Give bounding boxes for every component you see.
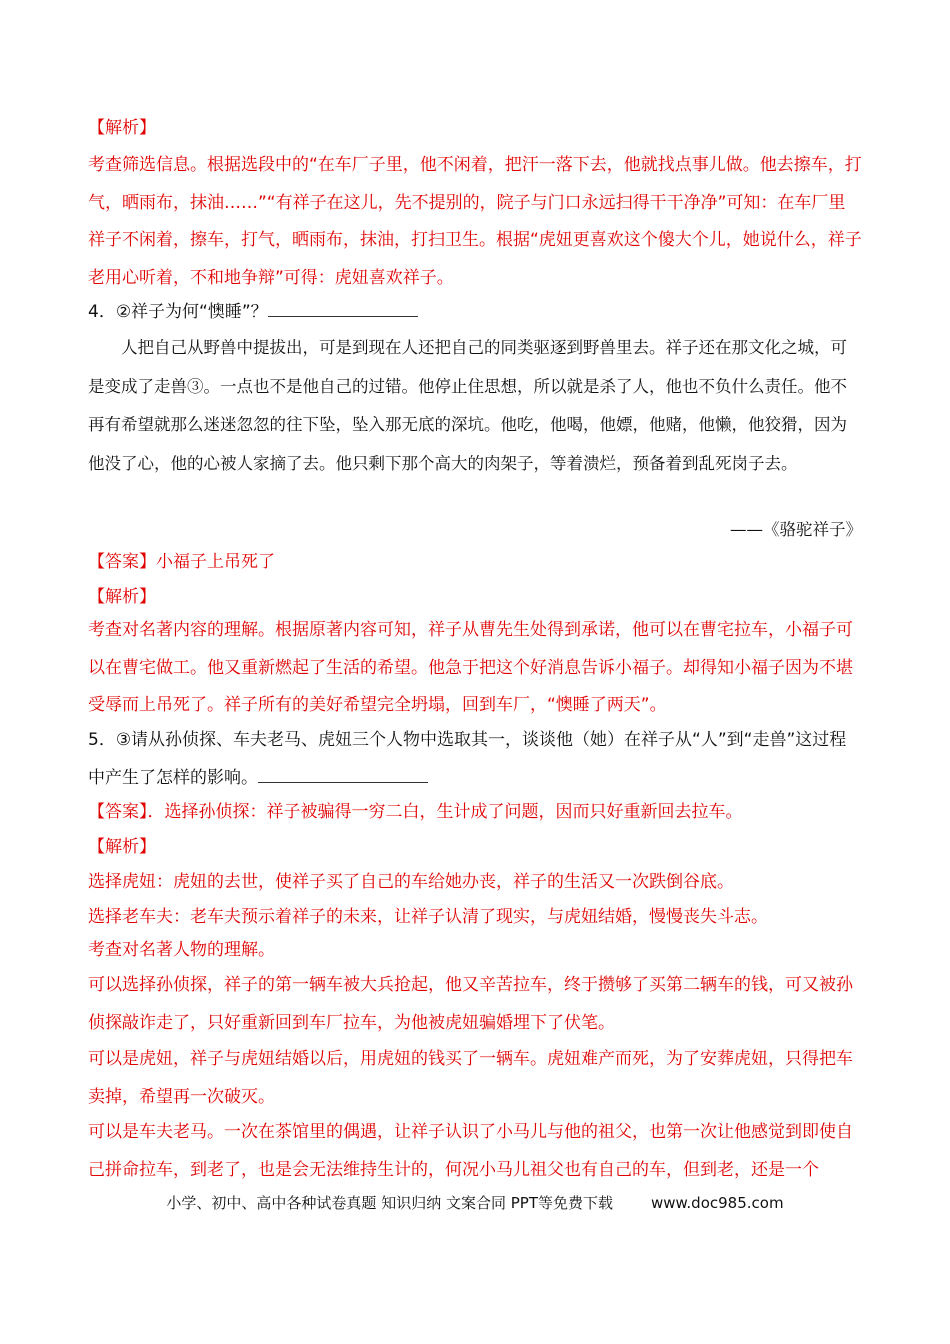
answer-blank-5[interactable] (258, 768, 428, 783)
answer-blank-4[interactable] (268, 302, 418, 317)
analysis-label-1: 【解析】 (88, 118, 156, 138)
analysis-para-detective: 可以选择孙侦探，祥子的第一辆车被大兵抢起，他又辛苦拉车，终于攒够了买第二辆车的钱，可又被孙侦探敲诈走了，只好重新回到车厂拉车，为他被虎妞骗婚埋下了伏笔。 (88, 975, 853, 1033)
page-footer (0, 1192, 950, 1213)
analysis-para-huniu: 可以是虎妞，祥子与虎妞结婚以后，用虎妞的钱买了一辆车。虎妞难产而死，为了安葬虎妞，只得把车卖掉，希望再一次破灭。 (88, 1049, 853, 1107)
analysis-para-lao-ma: 可以是车夫老马。一次在茶馆里的偶遇，让祥子认识了小马儿与他的祖父，也第一次让他感觉到即使自己拼命拉车，到老了，也是会无法维持生计的，何况小马儿祖父也有自己的车，但到老，还是一个 (88, 1122, 853, 1180)
question-5-text: 5．③请从孙侦探、车夫老马、虎妞三个人物中选取其一，谈谈他（她）在祥子从“人”到“走兽”这过程中产生了怎样的影响。 (88, 730, 847, 788)
question-5 (88, 722, 862, 797)
analysis-label-3: 【解析】 (88, 837, 156, 857)
analysis-line-tiger-girl: 选择虎妞：虎妞的去世，使祥子买了自己的车给她办丧，祥子的生活又一次跌倒谷底。 (88, 872, 734, 892)
question-4-text: 4．②祥子为何“懊睡”？ (88, 302, 268, 322)
passage-source: ——《骆驼祥子》 (730, 520, 862, 539)
analysis-text-2: 考查对名著内容的理解。根据原著内容可知，祥子从曹先生处得到承诺，他可以在曹宅拉车，小福子可以在曹宅做工。他又重新燃起了生活的希望。他急于把这个好消息告诉小福子。却得知小福子因为不堪受辱而上吊死了。祥子所有的美好希望完全坍塌，回到车厂，“懊睡了两天”。 (88, 620, 853, 715)
answer-5: 【答案】．选择孙侦探：祥子被骗得一穷二白，生计成了问题，因而只好重新回去拉车。 (88, 802, 743, 822)
reading-passage: 人把自己从野兽中提拔出，可是到现在人还把自己的同类驱逐到野兽里去。祥子还在那文化之城，可是变成了走兽③。一点也不是他自己的过错。他停止住思想，所以就是杀了人，他也不负什么责任。他不再有希望就那么迷迷忽忽的往下坠，坠入那无底的深坑。他吃，他喝，他嫖，他赌，他懒，他狡猾，因为他没了心，他的心被人家摘了去。他只剩下那个高大的肉架子，等着溃烂，预备着到乱死岗子去。 (88, 338, 847, 473)
question-4 (88, 300, 862, 324)
analysis-line-topic: 考查对名著人物的理解。 (88, 940, 275, 960)
analysis-label-2: 【解析】 (88, 587, 156, 607)
analysis-text-1: 考查筛选信息。根据选段中的“在车厂子里，他不闲着，把汗一落下去，他就找点事儿做。他去擦车，打气，晒雨布，抹油……”“有祥子在这儿，先不提别的，院子与门口永远扫得干干净净”可知：在车厂里祥子不闲着，擦车，打气，晒雨布，抹油，打扫卫生。根据“虎妞更喜欢这个傻大个儿，她说什么，祥子老用心听着，不和地争辩”可得：虎妞喜欢祥子。 (88, 155, 862, 288)
answer-4: 【答案】小福子上吊死了 (88, 552, 275, 572)
footer-url[interactable]: www.doc985.com (650, 1194, 784, 1212)
footer-text: 小学、初中、高中各种试卷真题 知识归纳 文案合同 PPT等免费下载 (166, 1194, 613, 1212)
analysis-line-old-driver: 选择老车夫：老车夫预示着祥子的未来，让祥子认清了现实，与虎妞结婚，慢慢丧失斗志。 (88, 907, 768, 927)
